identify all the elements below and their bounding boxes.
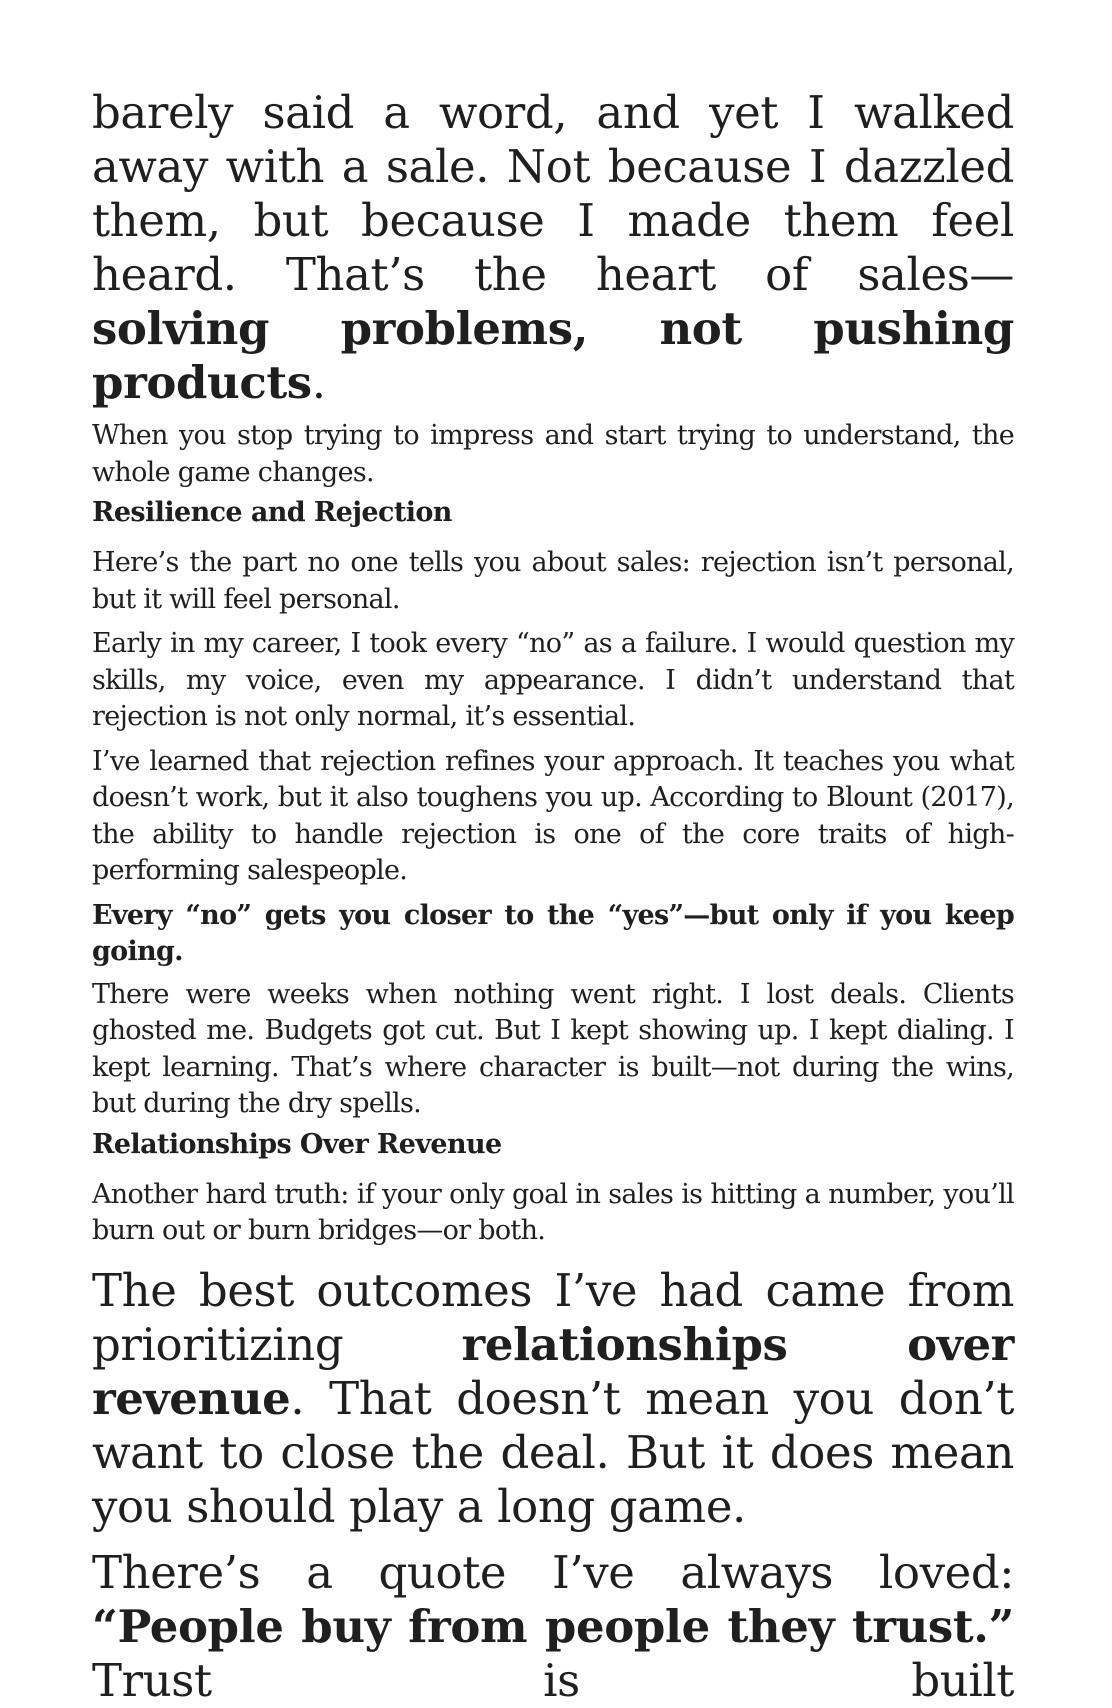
emphasis-people-buy-quote: “People buy from people they trust.” xyxy=(92,1599,1014,1653)
paragraph-sale-heard-tail: . xyxy=(311,356,326,409)
paragraph-every-no: Every “no” gets you closer to the “yes”—but only if you keep going. xyxy=(92,899,1014,967)
emphasis-solving-problems: solving problems, not pushing products xyxy=(92,302,1014,409)
paragraph-early-career: Early in my career, I took every “no” as a failure. I would question my skills, my voice, even my appearance. I didn’t understand that rejection is not only normal, it’s essential. xyxy=(92,628,1014,732)
heading-resilience-rejection: Resilience and Rejection xyxy=(92,497,452,528)
paragraph-best-outcomes-post: . That doesn’t mean you don’t want to close the deal. But it does mean you should play a long game. xyxy=(92,1371,1014,1533)
paragraph-trust-quote-post: Trust is built xyxy=(92,1653,1014,1707)
paragraph-dry-spells: There were weeks when nothing went right. I lost deals. Clients ghosted me. Budgets got cut. But I kept showing up. I kept dialing. I kept learning. That’s where character is built—not during the wins, but during the dry spells. xyxy=(92,978,1014,1119)
paragraph-best-outcomes-pre: The best outcomes I’ve had came from prioritizing xyxy=(92,1263,1014,1371)
emphasis-relationships-over-revenue: relationships over revenue xyxy=(92,1317,1014,1425)
paragraph-trust-quote-pre: There’s a quote I’ve always loved: xyxy=(92,1545,1014,1599)
paragraph-sale-heard-text: barely said a word, and yet I walked away with a sale. Not because I dazzled them, but because I made them feel heard. That’s the heart of sales— xyxy=(92,86,1014,301)
paragraph-stop-impressing: When you stop trying to impress and start trying to understand, the whole game changes. xyxy=(92,420,1014,488)
heading-relationships-revenue: Relationships Over Revenue xyxy=(92,1128,502,1160)
paragraph-rejection-personal: Here’s the part no one tells you about sales: rejection isn’t personal, but it will feel personal. xyxy=(92,547,1014,615)
paragraph-best-outcomes xyxy=(92,1264,1014,1534)
page-content xyxy=(92,86,1014,1708)
paragraph-hard-truth: Another hard truth: if your only goal in sales is hitting a number, you’ll burn out or burn bridges—or both. xyxy=(92,1178,1014,1246)
paragraph-rejection-refines: I’ve learned that rejection refines your approach. It teaches you what doesn’t work, but it also toughens you up. According to Blount (2017), the ability to handle rejection is one of the core traits of high-performing salespeople. xyxy=(92,745,1014,886)
paragraph-trust-quote xyxy=(92,1546,1014,1708)
paragraph-sale-heard xyxy=(92,86,1014,410)
